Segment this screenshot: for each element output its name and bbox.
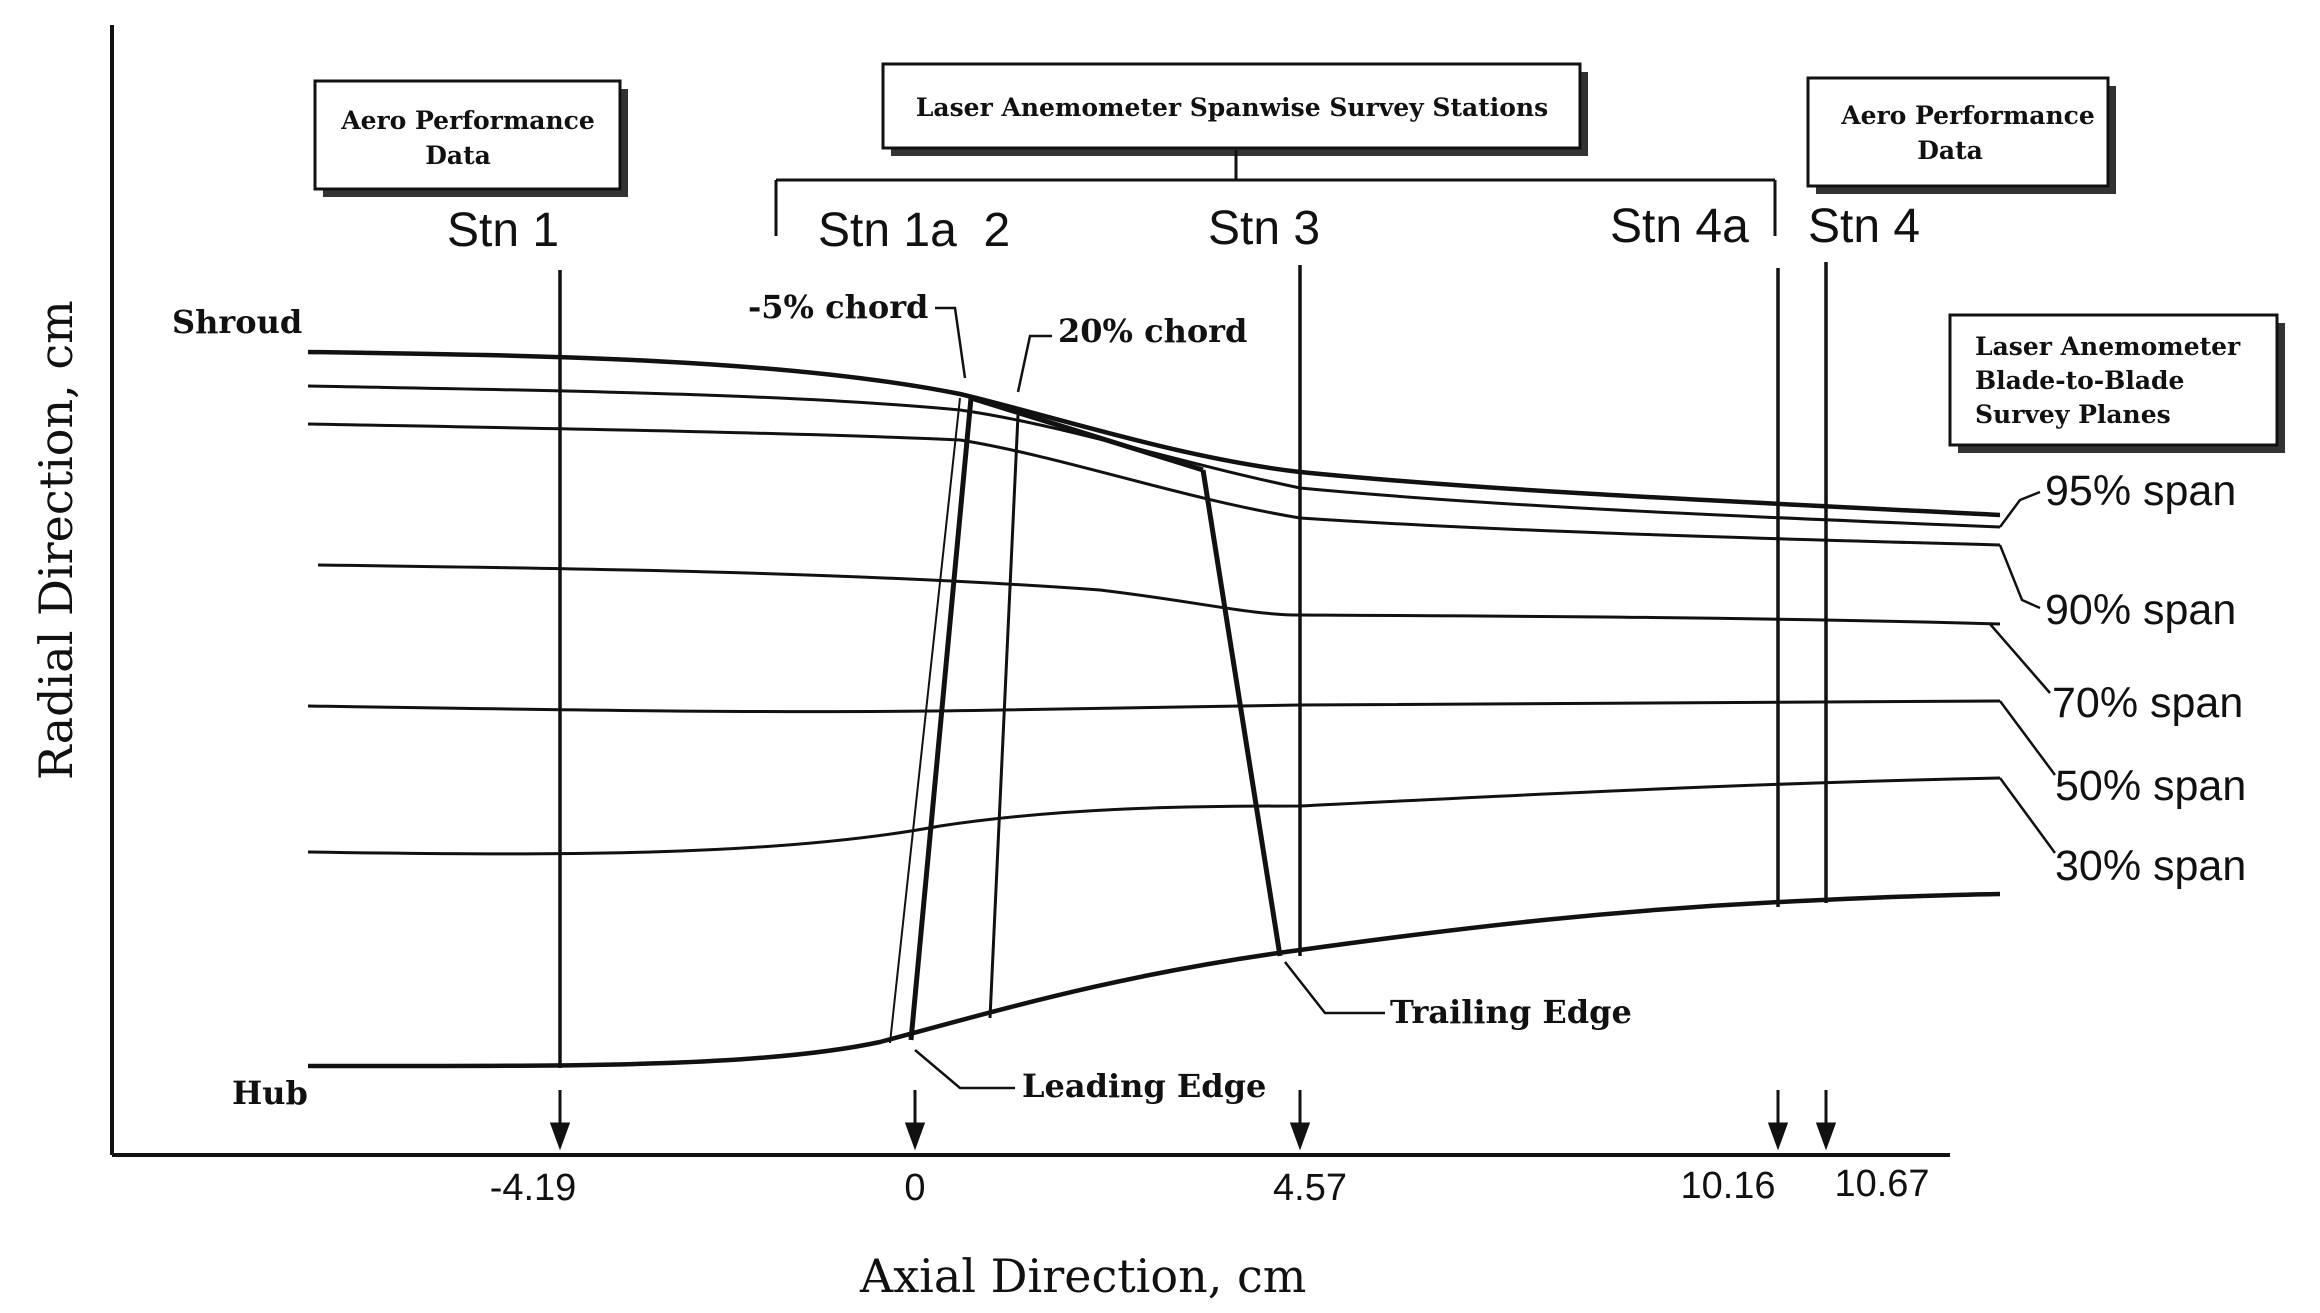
- tick-arrow-10-67: [1818, 1090, 1834, 1146]
- streamlines: [308, 352, 2000, 1066]
- chord-line-20: [990, 415, 1018, 1018]
- span-label-30: 30% span: [2055, 842, 2247, 890]
- aero-left-line2: Data: [425, 141, 491, 170]
- hub-label: Hub: [232, 1074, 308, 1112]
- tick-label-0: 0: [904, 1167, 926, 1209]
- chord-neg5-leader: [935, 308, 965, 378]
- station-label-stn4: Stn 4: [1808, 200, 1921, 253]
- chord-line-neg5: [890, 398, 960, 1043]
- blade-trailing-edge: [1203, 470, 1280, 956]
- span-label-95: 95% span: [2045, 467, 2237, 515]
- laser-b2b-line1: Laser Anemometer: [1975, 332, 2241, 361]
- chord-20-leader: [1018, 336, 1052, 392]
- aero-performance-box-left: [315, 81, 628, 197]
- span-label-50: 50% span: [2055, 762, 2247, 810]
- laser-b2b-line3: Survey Planes: [1975, 400, 2171, 429]
- leading-edge-leader: [915, 1050, 1015, 1088]
- laser-spanwise-text: Laser Anemometer Spanwise Survey Stations: [915, 93, 1549, 122]
- aero-right-line1: Aero Performance: [1841, 101, 2095, 130]
- tick-label-neg4-19: -4.19: [489, 1167, 577, 1209]
- streamline-50-span: [308, 701, 2000, 712]
- blade: [890, 398, 1280, 1043]
- streamline-shroud: [308, 352, 2000, 515]
- y-axis-title: Radial Direction, cm: [29, 300, 83, 780]
- span-leader-90: [2000, 545, 2040, 608]
- station-label-stn1: Stn 1: [447, 204, 560, 257]
- station-label-stn1a-2: Stn 1a 2: [818, 204, 1011, 257]
- span-leader-50: [2000, 701, 2055, 775]
- span-leaders: [1990, 492, 2055, 853]
- span-label-90: 90% span: [2045, 586, 2237, 634]
- station-label-stn3: Stn 3: [1208, 202, 1321, 255]
- tick-arrow-4-57: [1292, 1090, 1308, 1146]
- trailing-edge-leader: [1285, 962, 1385, 1013]
- streamline-90-span: [308, 424, 2000, 545]
- aero-left-line1: Aero Performance: [341, 106, 595, 135]
- tick-label-4-57: 4.57: [1273, 1167, 1347, 1209]
- station-lines: [560, 262, 1826, 1068]
- span-leader-30: [2000, 778, 2055, 853]
- aero-right-line2: Data: [1917, 136, 1983, 165]
- blade-leading-edge: [911, 398, 971, 1040]
- chord-neg5-label: -5% chord: [748, 288, 929, 326]
- tick-label-10-16: 10.16: [1680, 1165, 1776, 1207]
- shroud-label: Shroud: [172, 303, 303, 341]
- streamline-hub: [308, 894, 2000, 1066]
- tick-arrow-neg4-19: [552, 1090, 568, 1146]
- trailing-edge-label: Trailing Edge: [1390, 993, 1632, 1031]
- aero-performance-box-right: [1808, 78, 2116, 194]
- span-label-70: 70% span: [2052, 679, 2244, 727]
- streamline-30-span: [308, 778, 2000, 854]
- streamline-70-span: [318, 565, 2000, 624]
- chord-20-label: 20% chord: [1058, 312, 1248, 350]
- tick-label-10-67: 10.67: [1834, 1163, 1930, 1205]
- blade-tip: [971, 398, 1203, 470]
- station-label-stn4a: Stn 4a: [1610, 200, 1749, 253]
- tick-arrow-10-16: [1770, 1090, 1786, 1146]
- span-leader-70: [1990, 624, 2050, 693]
- tick-arrow-0: [907, 1090, 923, 1146]
- leading-edge-label: Leading Edge: [1022, 1067, 1267, 1105]
- x-axis-title: Axial Direction, cm: [860, 1249, 1307, 1303]
- span-leader-95: [2000, 492, 2040, 527]
- laser-blade-to-blade-box: [1950, 315, 2285, 453]
- laser-spanwise-box: [883, 64, 1588, 156]
- laser-b2b-line2: Blade-to-Blade: [1975, 366, 2185, 395]
